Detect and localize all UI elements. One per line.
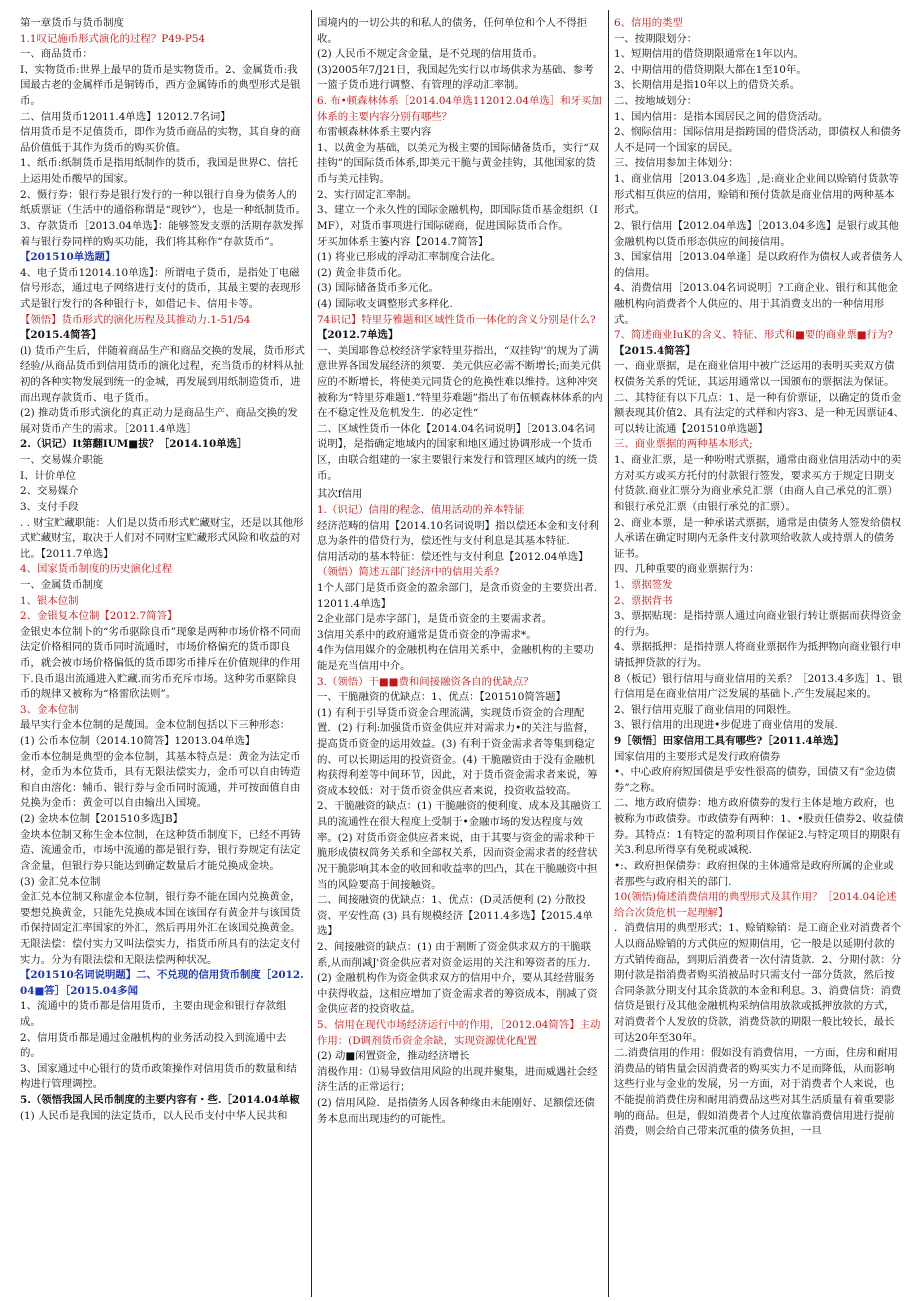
text-paragraph: 2.（识记）It第翻IUM■拔？［2014.10单选］ (20, 438, 248, 451)
text-paragraph: 【领悟】货币形式的演化历程及其推动力.1-51/54 (20, 313, 251, 326)
text-paragraph: 3信用关系中的政府通常是货币资金的净需求*。 (317, 628, 537, 641)
text-paragraph: 金汇兑本位制又称虚金本位制，银行券不能在国内兑换黄金，要想兑换黄金，只能先兑换成本国在该国存有黄金并与该国货币保持固定汇率国家的外汇，然后再用外汇在该国兑换黄金。 (20, 891, 301, 935)
column-divider (608, 10, 609, 1297)
text-paragraph: 6、信用的类型 (614, 17, 683, 29)
text-paragraph: 金币本位制是典型的金本位制，其基本特点是：黄金为法定币材，金币为本位货币，具有无限法偿实力，金币可以自由铸造和自由溶化：辅币、银行券与金币同时流通，并可按面值自由兑换为金币：黄金可以自由输出入国境。 (20, 750, 301, 810)
text-paragraph: •、中心政府府短国债是乎安性很高的债券，国债又有“金边债券”之称。 (614, 766, 896, 794)
text-paragraph: 2、交易媒介 (20, 485, 79, 498)
text-paragraph: (2) 信用风险．是指债务人因各种缘由未能刚好、足额偿还债务本息而出现违约的可能性。 (317, 1097, 595, 1125)
text-paragraph: 3.（领悟）干■■费和间接融资各自的优缺点？ (317, 675, 534, 688)
text-paragraph: (2) 金块本位制【201510多选JB】 (20, 813, 184, 826)
text-paragraph: 3、长期信用是指10年以上的借贷关系。 (614, 79, 801, 92)
text-paragraph: (1) 将业已形成的浮动汇率制度合法化。 (317, 251, 502, 264)
text-paragraph: 1.（识记）信用的程念、值用活动的养本特征 (317, 503, 525, 516)
text-paragraph: 2、中期信用的借贷期限大都在1至10年。 (614, 63, 807, 76)
text-paragraph: (4) 国际收支调整形式多样化. (317, 297, 453, 310)
text-paragraph: 二、区域性货币一体化【2014.04名词说明】［2013.04名词说明】，是指确定地域内的国家和地区通过协调形成一个货币区，由联合组建的一家主要银行来发行和管理区域内的统一货币。 (317, 422, 598, 482)
text-paragraph: 1个人部门是货币资金的盈余部门，是贪币资金的主要贷出者.12011.4单选】 (317, 581, 598, 610)
text-column-left (20, 16, 306, 1293)
text-paragraph: 金银史本位制卜的“劣币驱除良币”现象是两种市场价格不同而法定价格相同的货币同时流通时，市场价格偏充的货币即良币，就会被市场价格偏低的货币即劣币排斥在价值规律的作用下.良币退出流通进入贮藏.而劣币充斥市场。这种劣币驱除良币的规律又被称为“格雷欣法则”。 (20, 625, 301, 701)
text-paragraph: 3、存款货币［2013.04单选】：能够签发支票的活期存款发挥着与银行券同样的购买功能，我们将其称作“存款货币”。 (20, 219, 304, 248)
text-paragraph: 7、简述商业IuK的含义、特征、形式和■要的商业票■行为? (614, 329, 893, 342)
text-paragraph: (l) 货币产生后，伴随着商品生产和商品交换的发展，货币形式经验/从商品货币到信用货币的演化过程，充当货币的材料从扯初的各种实物发展到统一的金城，再发展到用纸制造货币，进而出现存款货币、电子货币。 (20, 344, 305, 404)
text-paragraph: 1、商业汇票，是一种吩咐式票据，通常由商业信用活动中的卖方对买方或买方托付的付款银行签发，要求买方于规定日期支付货款.商业汇票分为商业承兑汇票（由商人自己承兑的汇票）和银行承兑汇票（由银行承兑的汇票）。 (614, 454, 902, 513)
text-paragraph: 二、按地域划分： (614, 95, 698, 108)
text-paragraph: 2、信用货币都是通过金融机构的业务活动投入到流通中去的。 (20, 1031, 287, 1060)
text-paragraph: 2、商业本票，是一种承诺式票据，通常是由债务人签发给债权人承诺在确定时期内无条件支付款项给收款人或持票人的债务证书。 (614, 516, 902, 560)
text-paragraph: 三、商业票据的两种基本形式; (614, 438, 753, 451)
text-paragraph: 5.（领悟我国人民币制度的主要内容有・些.［2014.04单椒 (20, 1094, 300, 1107)
text-paragraph: 9［领悟］田家信用工具有哪些?［2011.4单选】 (614, 735, 844, 748)
text-paragraph: 3、金本位制 (20, 703, 79, 716)
text-paragraph: (3) 金汇兑本位制 (20, 875, 101, 888)
text-paragraph: 一、金属货币制度 (20, 578, 104, 591)
text-paragraph: 消极作用：⑴易导致信用风险的出现并聚集，进而威遇社会经济生活的正常运行； (317, 1065, 598, 1094)
text-paragraph: 【201510名词说明题】二、不兑现的信用货币制度［2012.04■答］［2015.04多闻 (20, 969, 304, 997)
text-column-right (614, 16, 904, 1293)
text-paragraph: 其次f信用 (317, 488, 363, 501)
text-paragraph: (3) 国际储备货币多元化。 (317, 282, 439, 295)
text-paragraph: (2) 人民币不规定含金量，是不兑现的信用货币。 (317, 48, 543, 61)
text-paragraph: 无限法偿：偿付实力又叫法偿实力，指货币所具有的法定支付实力。分为有限法偿和无限法偿两种状况。 (20, 937, 301, 966)
text-paragraph: 3、建立一个永久性的国际金融机构，即国际货币基金组织（IMF），对货币事项进行国际磋商，促进国际货币合作。 (317, 204, 598, 232)
text-paragraph: (2) 推动货币形式演化的真正动力是商品生产、商品交换的发展对货币产生的需求。［2011.4单选］ (20, 407, 298, 435)
text-paragraph: •:、政府担保债券：政府担保的主体通常是政府所属的企业或者那些与政府相关的部门. (614, 859, 894, 888)
text-paragraph: 3、支付手段 (20, 500, 79, 513)
text-paragraph: 一、干脆融资的优缺点：1、优点：【201510简答题】 (317, 691, 566, 704)
text-paragraph: 【2015.4简答】 (614, 344, 696, 357)
text-paragraph: 2企业部门是赤字部门，是货币资金的主要需求者。 (317, 613, 553, 626)
text-paragraph: 5、信用在现代市场经济运行中的作用，［2012.04简答】主动作用：(D调剂货币资金余缺，实现资源优化配置 (317, 1019, 601, 1047)
text-paragraph: (3)2005年7/J21日，我国起先实行以市场供求为基础、参考一篮子货币进行调整、有管理的浮动汇率制。 (317, 63, 594, 92)
text-paragraph: 国家信用的主要形式是发行政府债券 (614, 750, 781, 763)
text-paragraph: 二、间接融资的优缺点：1、优点：(D灵活便利 (2) 分散投资、平安性高 (3) 具有规模经济【2011.4多选】【2015.4单选】 (317, 894, 593, 938)
text-paragraph: 【2015.4简答】 (20, 329, 102, 342)
text-paragraph: （领悟）简述五部门经济中的信用关系? (317, 566, 500, 579)
text-paragraph: 74识记】特里芬雅题和区域性货币一体化的含义分别是什么? (317, 313, 596, 326)
text-paragraph: 二.消费信用的作用：假如没有消费信用，一方面，住房和耐用消费品的销售量会因消费者的购买实力不足而降低，从而影响这些行业与金业的发展，另一方面，对于消费者个人来说，也不能提前消费住房和耐用消费品这些对其生活质量有着重要影响的商品。但是，假如消费者个人过度依靠消费信用进行提前消费，则会给自己带来沉重的债务负担，一旦 (614, 1047, 898, 1138)
text-paragraph: 3、票据贴现：是指持票人通过向商业银行转让票据而获得资金的行为。 (614, 610, 902, 638)
text-paragraph: 1、短期信用的借贷期限通常在1年以内。 (614, 48, 804, 61)
text-paragraph: 3、国家信用［2013.04单逢］是以政府作为债权人或者债务人的信用。 (614, 251, 903, 279)
column-divider (311, 10, 312, 1297)
text-paragraph: 1、票据签发 (614, 578, 673, 591)
text-paragraph: 3、银行信用的出现进•步促进了商业信用的发展. (614, 719, 838, 732)
text-paragraph: 一、商品货币： (20, 48, 93, 61)
text-paragraph: 1、国内信用：是指本国居民之间的借贷活动。 (614, 110, 829, 123)
text-paragraph: 一、交易媒介职能 (20, 454, 104, 467)
text-paragraph: 2、悯际信用：国际信用是指跨国的借贷活动，即债权人和债务人不是同一个国家的居民。 (614, 126, 902, 154)
text-paragraph: 一、商业票据，是在商业信用中被广泛运用的表明买卖双方债权债务关系的凭证，其运用通常以一国颁布的票据法为保证。 (614, 360, 895, 389)
text-paragraph: 布雷顿森林体系主要内容 (317, 126, 432, 139)
text-paragraph: 3、国家通过中心银行的货币政策操作对信用货币的数量和结构进行管理调控。 (20, 1062, 297, 1091)
text-paragraph: 2、实行固定汇率制。 (317, 188, 418, 201)
text-paragraph: 4、消费信用［2013.04名词说明］?工商企业、银行和其他金融机构向消费者个人供应的、用于其消费支出的一种信用形式。 (614, 282, 898, 326)
text-paragraph: 4、电子货币12014.10单选】：所谓电子货币，是指处丁电磁信号形态，通过电子网络进行支付的货币，其最主要的表现形式是银行发行的各种银行卡，如借记卡、信用卡等。 (20, 266, 301, 310)
text-paragraph: 最早实行金本位制的是蔑国。金本位制包括以下三种形态： (20, 719, 291, 732)
text-paragraph: 1.1叹记施币形式演化的过程？P49-P54 (20, 32, 206, 45)
text-paragraph: 信用活动的基本特征：偿还性与支付利息【2012.04单选】 (317, 550, 589, 563)
text-column-middle (317, 16, 603, 1293)
text-paragraph: (2) 动■闲置资金，推动经济增长 (317, 1050, 470, 1063)
text-paragraph: 10(领悟)倚述消费信用的典型形式及其作用？［2014.04论述给合次货危机一起理解】 (614, 891, 897, 919)
text-paragraph: (2) 黄金非货币化。 (317, 266, 408, 279)
text-paragraph: 信用货币是不足值货币，即作为货币商品的实物，其自身的商品价值低于其作为货币的购买价值。 (20, 126, 301, 154)
text-paragraph: 2、慑行券：银行券是银行发行的一种以银行自身为债务人的纸质票证（生活中的通俗称谓是“现钞”），也是一种纸制货币。 (20, 188, 306, 217)
text-paragraph: 2、间接融资的缺点：(1) 由于割断了资金供求双方的干脆联系,从而削减J'资金供应者对资金运用的关注和筹资者的压力．(2) 金融机构作为资金供求双方的信用中介，要从其经营服务中获得收益，这相应增加了资金需求者的筹资成本，削减了资金供应者的投资收益。 (317, 940, 598, 1016)
text-paragraph: (1) 公币本位制（2014.10简答】12013.04单选】 (20, 735, 256, 748)
text-paragraph: 牙买加体系主篓内容【2014.7简答】 (317, 235, 489, 248)
text-paragraph: 经济范畴的信用【2014.10名词说明】指以偿还本金和支付利息为条件的借贷行为，偿还性与支付利息是其基本特征. (317, 519, 599, 548)
text-paragraph: 2、银行信用【2012.04单选】［2013.04多选】是银行或其他金融机构以货币形态供应的间接信用。 (614, 219, 899, 248)
text-paragraph: 二、其特征有以下几点：1、是一种有价票证，以确定的货币金额表现其价值2、具有法定的式样和内容3、是一种无因票证4、可以转让流通【201510单选题】 (614, 391, 904, 435)
text-paragraph: 三、按信用参加主体划分： (614, 157, 739, 170)
text-paragraph: 【201510单选题】 (20, 251, 116, 264)
text-paragraph: (1) 有利于引导货币资金合理流满，实现货币资金的合理配置．(2) 行利:加强货币资金供应并对需求力•的关注与监督，提高货币资金的运用效益。(3) 有利于资金需求者等集到稳定的、可以长期运用的投资资金。(4) 干脆融资由于没有金融机构获得利差等中间环节，因此，对于货币资金需求者来说，筹资成本较低：对于货币资金供应者来说，投资收益较高。 (317, 706, 598, 797)
text-paragraph: 1、银本位制 (20, 594, 79, 607)
text-paragraph: 第一章货币与货币制度 (20, 17, 124, 29)
text-paragraph: 2、票据背书 (614, 594, 673, 607)
text-paragraph: 【2012.7单选】 (317, 329, 399, 342)
text-paragraph: 4、票据抵押：是指持票人将商业票据作为抵押物向商业银行申请抵押贷款的行为。 (614, 641, 902, 669)
text-paragraph: 1、流通中的货币都是信用货币，主要由现金和银行存款组成。 (20, 1000, 287, 1028)
text-paragraph: ．消费信用的典型形式；1、赊销赊销：是工商企业对消费者个人以商品赊销的方式供应的短期信用，它一般是以延期付款的方式销传商品，到期后消费者一次付清货款．2、分期付款：分期付款是指消费者购买消被品时只需支付一部分货款，然后按合同条款分期支付其余货款的本金和利息。3、消费信贷：消费信贷是银行及其他金融机构采纳信用放款或抵押放款的方式，对消费者个人发放的贷款，消费贷款的期限一般比较长，最长可达20年至30年。 (614, 922, 902, 1044)
text-paragraph: 二、地方政府债券：地方政府债券的发行主体是地方政府，也被称为市政债券。市政债券有两种：1、•股贡任债券2、收益债券。其特点：1有特定的盈利项目作保证2.与特定项目的期限有关3.利息所得享有免税或减税. (614, 797, 904, 857)
text-paragraph: 1、以黄金为基础，以美元为极主要的国际储备货币，实行“双挂钩”的国际货币体系,即美元干脆与黄金挂钩，其他国家的货币与美元挂钩。 (317, 141, 600, 186)
text-paragraph: 1、商业信用［2013.04多选］,是:商业企业间以赊销付货款等形式相互供应的信用，赊销和预付货款是商业信用的两种基本形式。 (614, 173, 899, 217)
text-paragraph: 2、金银复本位制【2012.7简答】 (20, 610, 178, 623)
text-paragraph: 金块本位制又称生金本位制，在这种货币制度下，已经不再铸造、流通金币，市场中流通的都是银行券，银行券规定有法定含金量，但银行券只能达到确定数量后才能兑换成金块。 (20, 828, 301, 872)
text-paragraph: 国境内的一切公共的和私人的债务，任何单位和个人不得拒收。 (317, 17, 588, 45)
text-paragraph: 一、按期限划分： (614, 32, 698, 45)
text-paragraph: 2、干脆融资的缺点：(1) 干脆融资的便利度、成本及其融资工具的流通性在很大程度上受制于•金融市场的发达程度与效率。(2) 对货币资金供应者来说，由于其要与资金的需求种干脆形成债权筒务关系和全部权关系，因而资金需求者的经营状况干脆影响其本金的收回和收益率的凹凸，其在干脆融资中担当的风险要高于间接触资。 (317, 800, 602, 891)
text-paragraph: 2、银行信用克服了商业信用的同限性。 (614, 703, 798, 716)
text-paragraph: I、计价单位 (20, 469, 77, 482)
text-paragraph: 1、纸币:纸制货币是指用纸制作的货币，我国是世界C、信托上运用处币酸早的国家。 (20, 157, 298, 186)
text-paragraph: 4作为信用媒介的金融机构在信用关系中，金融机构的主要功能是充当信用中介。 (317, 644, 594, 672)
text-paragraph: 二、信用货币12011.4单选】12012.7名词】 (20, 110, 231, 123)
text-paragraph: 四、几种重要的商业票据行为： (614, 563, 760, 576)
text-paragraph: 6. 布•顿森林体系［2014.04单选112012.04单选］和牙买加体系的主要内容分别有哪些？ (317, 95, 602, 123)
text-paragraph: (1) 人民币是我国的法定货币，以人民币支付中华人民共和 (20, 1109, 288, 1122)
text-paragraph: 8（板记）银行信用与商业信用的关系？［2013.4多选］1、银行信用是在商业信用广泛发展的基础卜.产生发展起来的。 (614, 672, 903, 701)
text-paragraph: . . 财宝贮藏职能：人们是以货币形式贮藏财宝，还是以其他形式贮藏财宝，取决于人们对不同财宝贮藏形式风险和收益的对比。【2011.7单选】 (20, 516, 304, 560)
text-paragraph: 一、美国耶鲁总校经济学家特里芬指出，“双挂钩'’的规为了满意世界各国发展经济的须要．美元供应必需不断增长;而美元供应的不断增长，将使美元同货仑的危换性难以维持。这种冲突被称为“特里芬难题1.”特里芬难题”指出了布伍顿森林体系的内在不稳定性及危机发生．的必定性“ (317, 344, 603, 420)
text-paragraph: I、实物货币:世界上最早的货币是实物货币。2、金属货币:我国最古老的金属样币是铜铸币，西方金属铸币的典型形式是银币。 (20, 63, 301, 108)
text-paragraph: 4、国家货币制度的历史演化过程 (20, 563, 173, 576)
